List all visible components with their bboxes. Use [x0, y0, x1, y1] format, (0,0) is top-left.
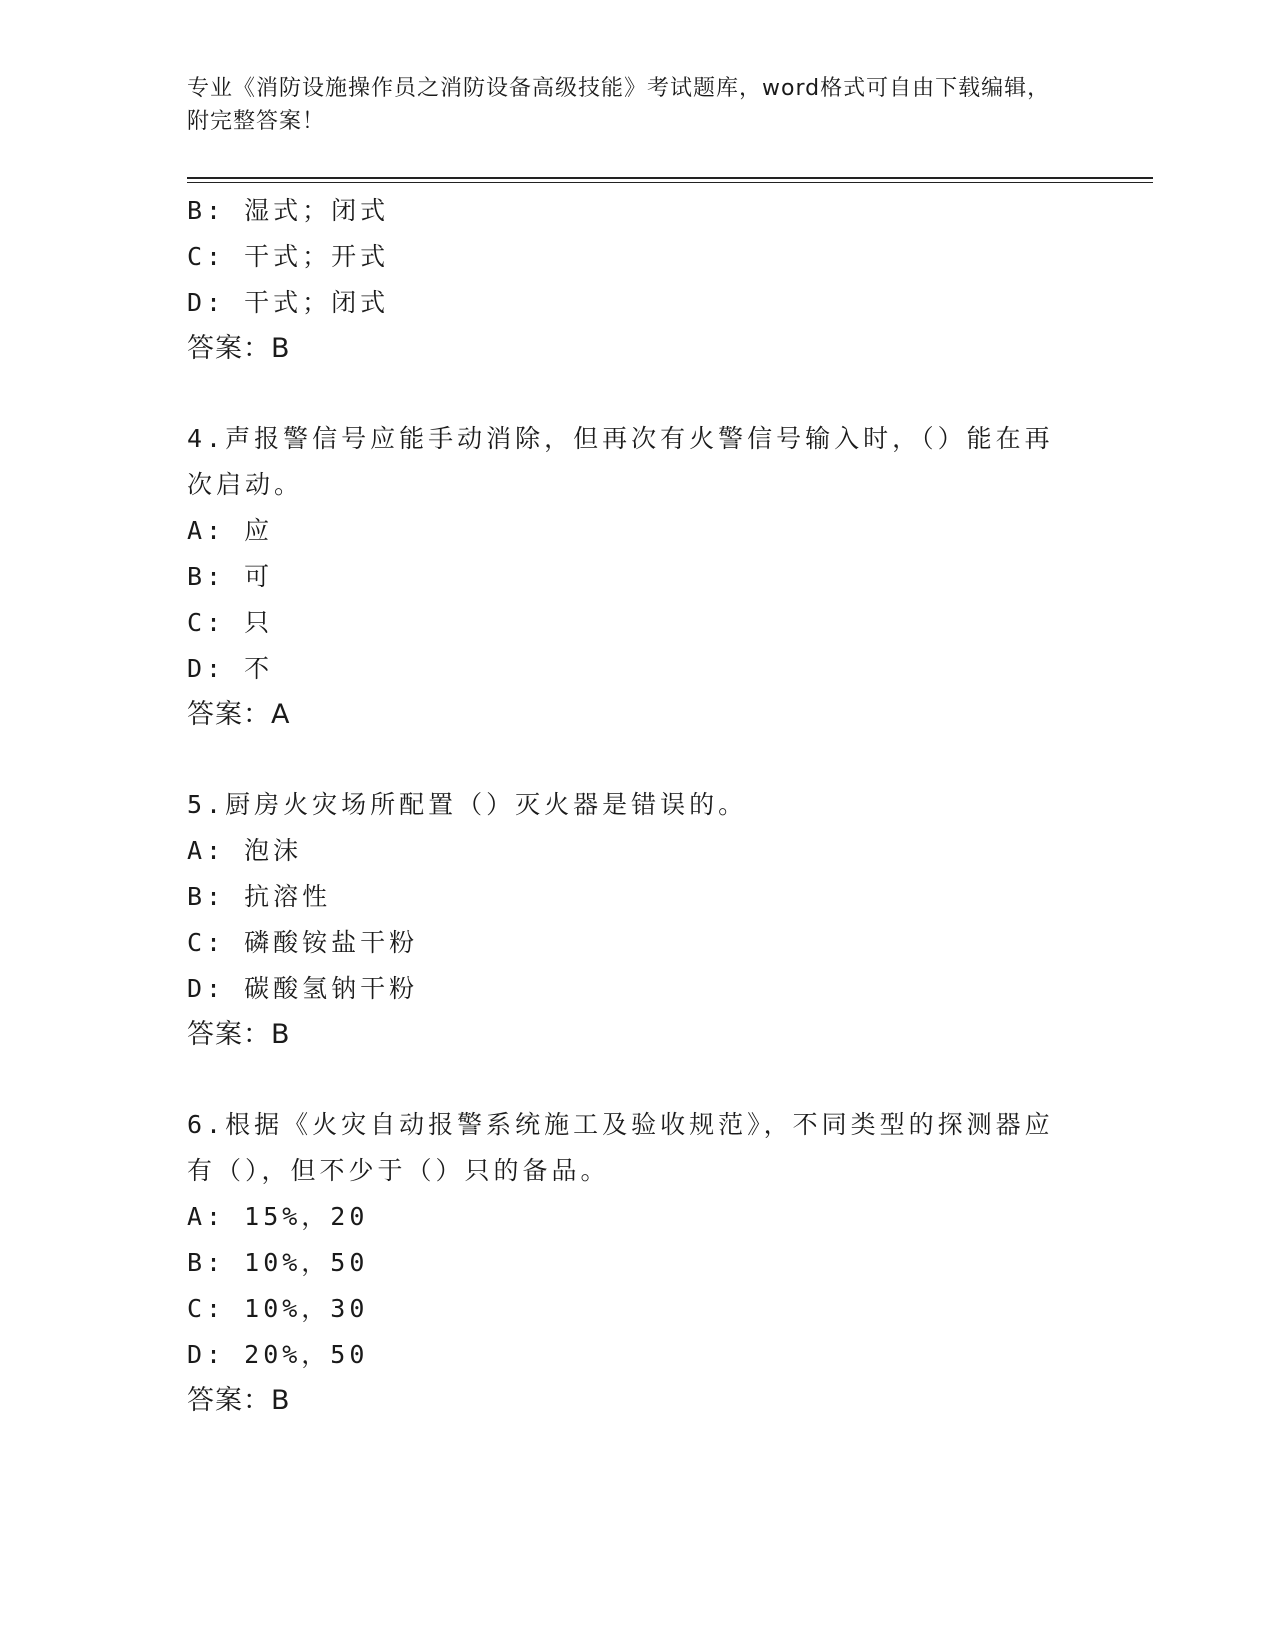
option-c: C: 只	[187, 608, 274, 637]
option-a: A: 应	[187, 516, 274, 545]
option-c: C: 10%，30	[187, 1294, 369, 1323]
question-text: 4.声报警信号应能手动消除，但再次有火警信号输入时，（）能在再次启动。	[187, 424, 1054, 499]
answer: 答案：B	[187, 1385, 291, 1416]
question-list	[187, 188, 1067, 1424]
option-d: D: 不	[187, 654, 274, 683]
answer: 答案：B	[187, 333, 291, 364]
header-rule-thin	[187, 182, 1153, 183]
option-c: C: 干式；开式	[187, 242, 390, 271]
question-6	[187, 1102, 1067, 1424]
option-b: B: 10%，50	[187, 1248, 369, 1277]
question-5	[187, 782, 1067, 1058]
question-4	[187, 416, 1067, 738]
option-d: D: 干式；闭式	[187, 288, 390, 317]
option-d: D: 碳酸氢钠干粉	[187, 974, 419, 1003]
option-b: B: 抗溶性	[187, 882, 332, 911]
question-text: 5.厨房火灾场所配置（）灭火器是错误的。	[187, 790, 748, 819]
question-3	[187, 188, 1067, 372]
question-text: 6.根据《火灾自动报警系统施工及验收规范》，不同类型的探测器应有（），但不少于（）只的备品。	[187, 1110, 1054, 1185]
option-d: D: 20%，50	[187, 1340, 369, 1369]
header-rule-thick	[187, 177, 1153, 179]
option-b: B: 湿式；闭式	[187, 196, 390, 225]
option-a: A: 泡沫	[187, 836, 303, 865]
answer: 答案：A	[187, 699, 291, 730]
option-a: A: 15%，20	[187, 1202, 369, 1231]
option-b: B: 可	[187, 562, 274, 591]
answer: 答案：B	[187, 1019, 291, 1050]
option-c: C: 磷酸铵盐干粉	[187, 928, 419, 957]
document-header: 专业《消防设施操作员之消防设备高级技能》考试题库，word格式可自由下载编辑，附完整答案！	[187, 76, 1051, 134]
